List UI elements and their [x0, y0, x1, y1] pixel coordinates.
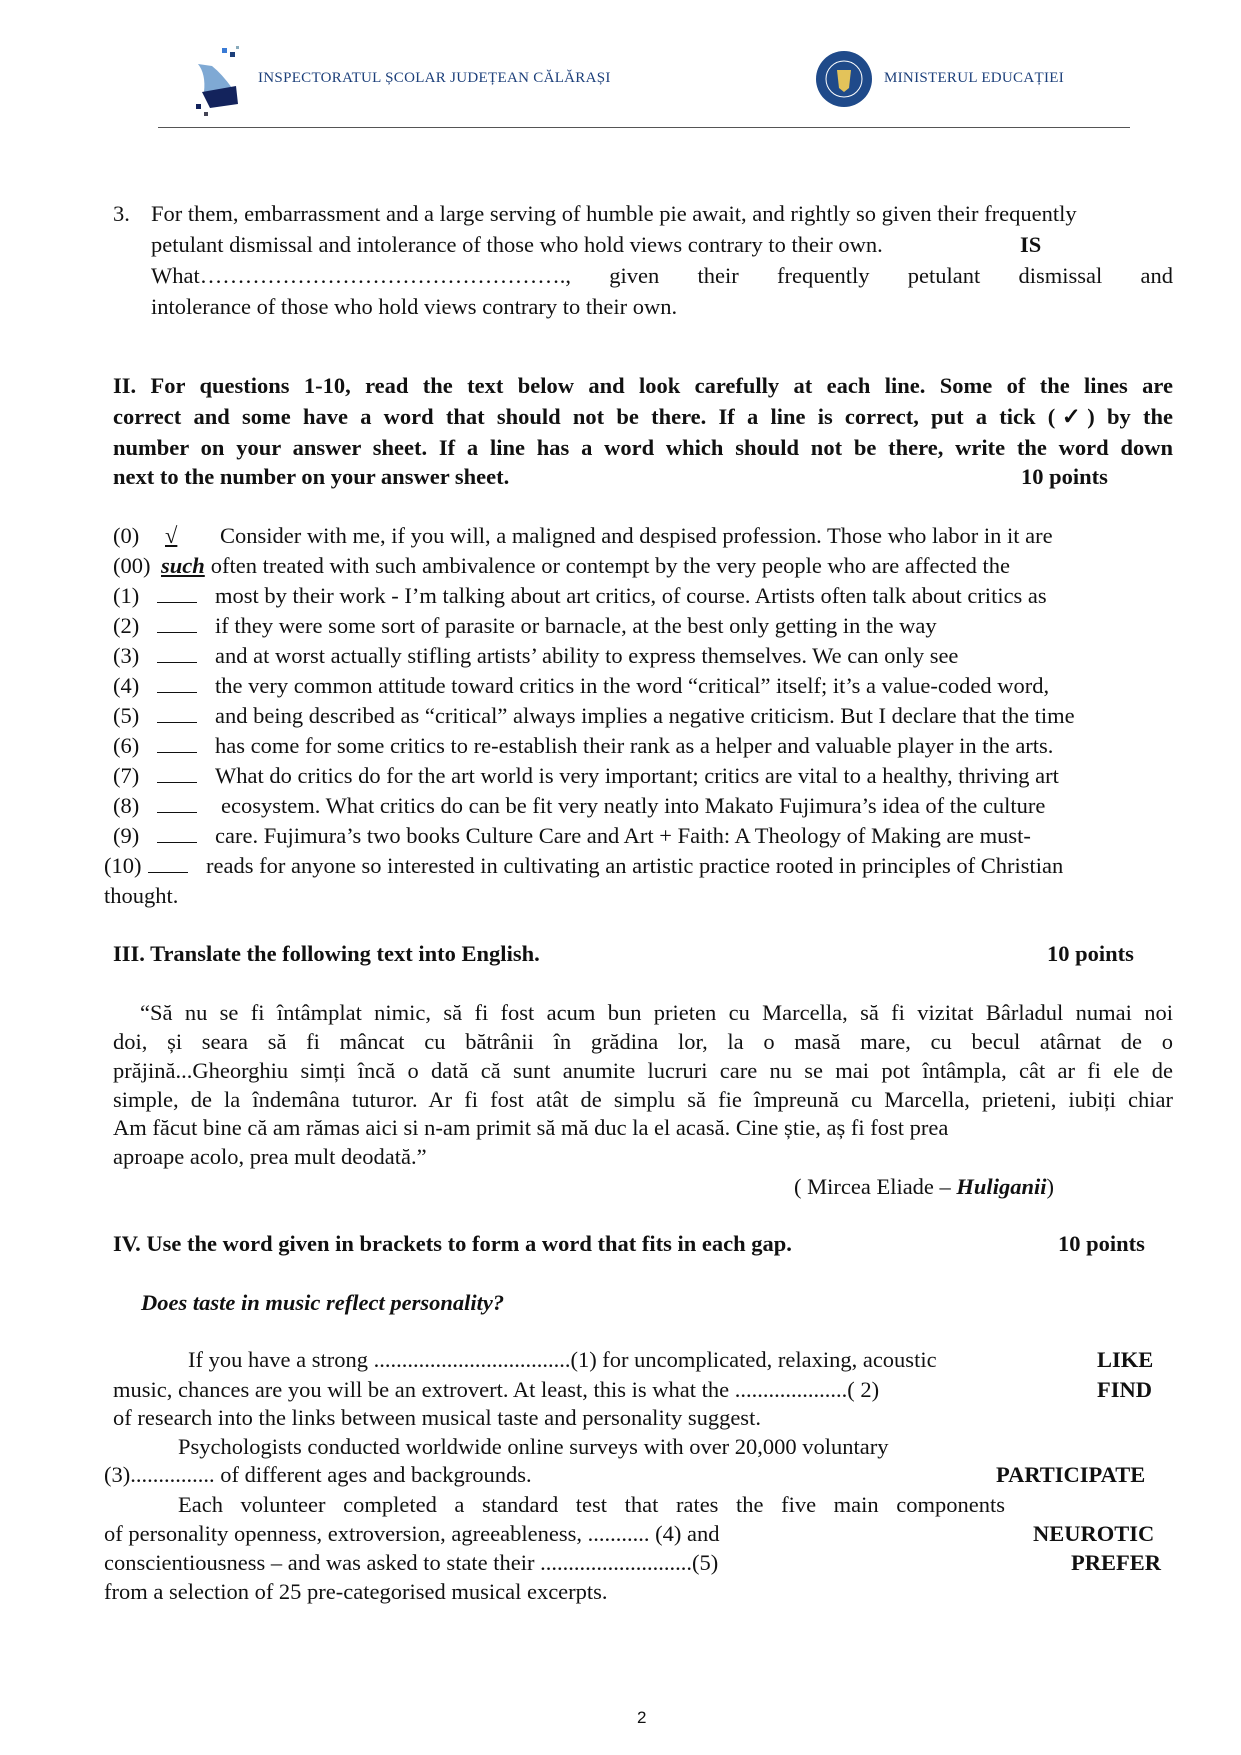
gap-line: conscientiousness – and was asked to state their ...........................(5): [104, 1550, 719, 1575]
line-number: (4): [113, 673, 140, 698]
text-line: [113, 582, 1047, 610]
line-number: (10): [104, 853, 142, 878]
line-text: What do critics do for the art world is very important; critics are vital to a healthy, thriving art: [215, 763, 1059, 788]
section3-points: 10 points: [1047, 941, 1134, 966]
source-author: ( Mircea Eliade –: [794, 1174, 957, 1199]
line-text: and at worst actually stifling artists’ ability to express themselves. We can only see: [215, 643, 959, 668]
answer-blank: [157, 614, 197, 633]
gap-line: If you have a strong ...................................(1) for uncomplicated, relaxing, acoustic: [188, 1347, 937, 1372]
q3-line: petulant dismissal and intolerance of those who hold views contrary to their own.: [151, 232, 883, 257]
gap-line: Psychologists conducted worldwide online surveys with over 20,000 voluntary: [178, 1434, 889, 1459]
page-number: 2: [637, 1708, 647, 1727]
gap-line: of personality openness, extroversion, agreeableness, ........... (4) and: [104, 1521, 720, 1546]
line-text: has come for some critics to re-establish their rank as a helper and valuable player in the arts.: [215, 733, 1054, 758]
line-number: (6): [113, 733, 140, 758]
line-number: (7): [113, 763, 140, 788]
line-text: the very common attitude toward critics in the word “critical” itself; it’s a value-coded word,: [215, 673, 1050, 698]
line-number: (8): [113, 793, 140, 818]
section2-heading: next to the number on your answer sheet.: [113, 464, 510, 489]
answer-blank: [157, 584, 197, 603]
line-number: (00): [113, 553, 151, 578]
text-line: [104, 852, 1063, 880]
section2-heading: correct and some have a word that should not be there. If a line is correct, put a tick (✓) by the: [113, 404, 1173, 429]
gap-line: (3)............... of different ages and backgrounds.: [104, 1462, 532, 1487]
text-line: [113, 552, 1010, 580]
section2-points: 10 points: [1021, 464, 1108, 489]
line-number: (5): [113, 703, 140, 728]
line-number: (9): [113, 823, 140, 848]
section2-last-line: thought.: [104, 883, 179, 908]
q3-line: For them, embarrassment and a large serving of humble pie await, and rightly so given their frequently: [151, 201, 1077, 226]
keyword-like: LIKE: [1097, 1347, 1154, 1372]
translation-line: aproape acolo, prea mult deodată.”: [113, 1144, 427, 1169]
section4-heading: IV. Use the word given in brackets to form a word that fits in each gap.: [113, 1231, 792, 1256]
line-text: care. Fujimura’s two books Culture Care and Art + Faith: A Theology of Making are must-: [215, 823, 1031, 848]
question-number: 3.: [113, 201, 130, 226]
section4-points: 10 points: [1058, 1231, 1145, 1256]
keyword-prefer: PREFER: [1071, 1550, 1161, 1575]
text-line: [113, 822, 1031, 850]
answer-blank: [157, 764, 197, 783]
text-line: [113, 522, 1053, 550]
gap-line: Each volunteer completed a standard test that rates the five main components: [178, 1492, 1005, 1517]
government-seal-icon: [815, 50, 873, 108]
section2-heading: II. For questions 1-10, read the text below and look carefully at each line. Some of the lines are: [113, 373, 1173, 398]
text-line: [113, 642, 958, 670]
line-text: often treated with such ambivalence or contempt by the very people who are affected the: [210, 553, 1011, 578]
section2-heading: number on your answer sheet. If a line has a word which should not be there, write the word down: [113, 435, 1173, 460]
text-line: [113, 672, 1049, 700]
q3-line: intolerance of those who hold views contrary to their own.: [151, 294, 678, 319]
line-text: reads for anyone so interested in cultivating an artistic practice rooted in principles of Christian: [206, 853, 1064, 878]
keyword-neurotic: NEUROTIC: [1033, 1521, 1155, 1546]
line-text: if they were some sort of parasite or barnacle, at the best only getting in the way: [215, 613, 937, 638]
line-text: most by their work - I’m talking about art critics, of course. Artists often talk about critics as: [215, 583, 1047, 608]
line-text: Consider with me, if you will, a maligned and despised profession. Those who labor in it are: [220, 523, 1053, 548]
line-text: ecosystem. What critics do can be fit very neatly into Makato Fujimura’s idea of the culture: [221, 793, 1046, 818]
answer-blank: [157, 704, 197, 723]
answer-blank: [157, 644, 197, 663]
answer-blank: [157, 674, 197, 693]
tick-answer: √: [165, 523, 178, 548]
text-line: [113, 762, 1059, 790]
answer-blank: [148, 854, 188, 873]
section3-heading: III. Translate the following text into English.: [113, 941, 540, 966]
translation-line: doi, și seara să fi mâncat cu bătrânii în grădina lor, la o masă mare, cu becul atârnat de o: [113, 1029, 1173, 1054]
example-answer: such: [161, 553, 205, 578]
answer-blank: [157, 794, 197, 813]
translation-line: Am făcut bine că am rămas aici si n-am primit să mă duc la el acasă. Cine știe, aș fi fost prea: [113, 1115, 949, 1140]
section4-subtitle: Does taste in music reflect personality?: [141, 1290, 505, 1315]
text-line: [113, 612, 937, 640]
text-line: [113, 732, 1053, 760]
translation-line: simple, de la îndemâna tuturor. Ar fi fost atât de simplu să fie împreună cu Marcella, prieteni, iubiți chiar: [113, 1087, 1173, 1112]
text-line: [113, 702, 1075, 730]
q3-line: What…………………………………………., given their frequently petulant dismissal and: [151, 263, 1173, 288]
line-number: (2): [113, 613, 140, 638]
translation-line: prăjină...Gheorghiu simți încă o dată că sunt anumite lucruri care nu se mai pot întâmpla, cât ar fi ele de: [113, 1058, 1173, 1083]
gap-line: from a selection of 25 pre-categorised musical excerpts.: [104, 1579, 608, 1604]
inspectorate-logo-icon: [192, 44, 254, 120]
keyword-find: FIND: [1097, 1377, 1152, 1402]
answer-blank: [157, 824, 197, 843]
ministry-name: MINISTERUL EDUCAȚIEI: [884, 70, 1065, 86]
translation-line: “Să nu se fi întâmplat nimic, să fi fost acum bun prieten cu Marcella, să fi vizitat Bârladul numai noi: [140, 1000, 1173, 1025]
header-divider: [158, 127, 1130, 128]
line-number: (3): [113, 643, 140, 668]
gap-line: of research into the links between musical taste and personality suggest.: [113, 1405, 761, 1430]
source-citation: [794, 1173, 1054, 1201]
line-number: (1): [113, 583, 140, 608]
keyword-participate: PARTICIPATE: [996, 1462, 1146, 1487]
line-number: (0): [113, 523, 140, 548]
q3-keyword: IS: [1020, 232, 1042, 257]
gap-line: music, chances are you will be an extrovert. At least, this is what the ....................( 2): [113, 1377, 880, 1402]
text-line: [113, 792, 1045, 820]
inspectorate-name: INSPECTORATUL ȘCOLAR JUDEȚEAN CĂLĂRAȘI: [258, 70, 611, 86]
line-text: and being described as “critical” always implies a negative criticism. But I declare that the time: [215, 703, 1075, 728]
source-title: Huliganii: [956, 1174, 1047, 1199]
source-close: ): [1046, 1174, 1054, 1199]
answer-blank: [157, 734, 197, 753]
